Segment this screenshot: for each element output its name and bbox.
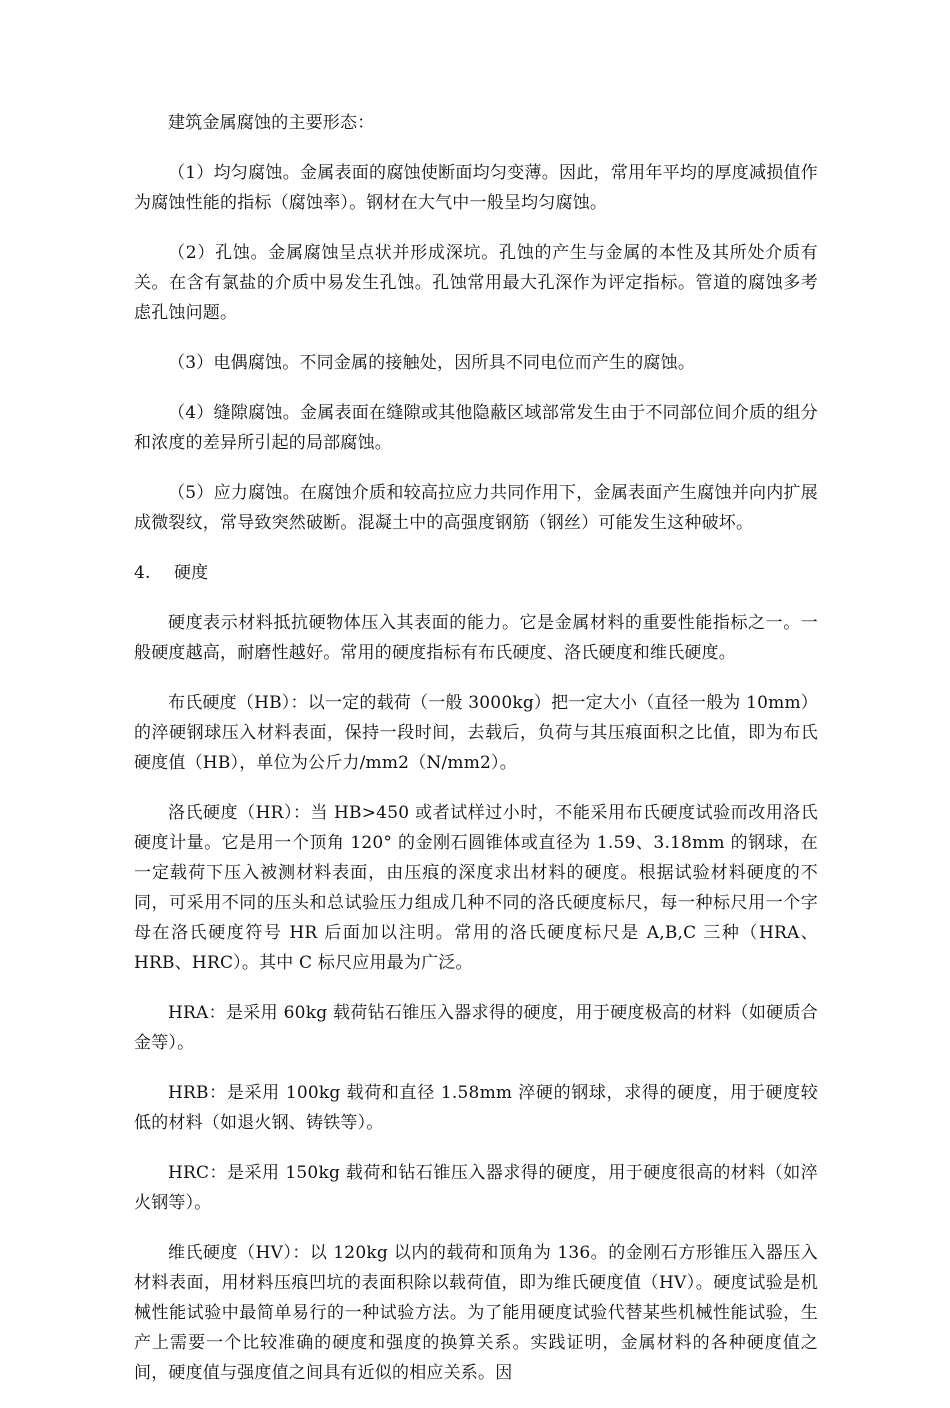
document-body (134, 108, 818, 1408)
section-number: 4. (134, 563, 151, 583)
brinell-paragraph: 布氏硬度（HB）：以一定的载荷（一般 3000kg）把一定大小（直径一般为 10mm）的淬硬钢球压入材料表面，保持一段时间，去载后，负荷与其压痕面积之比值，即为布氏硬度值（HB），单位为公斤力/mm2（N/mm2）。 (134, 693, 818, 773)
corrosion-galvanic-paragraph: （3）电偶腐蚀。不同金属的接触处，因所具不同电位而产生的腐蚀。 (168, 353, 696, 373)
corrosion-crevice-paragraph: （4）缝隙腐蚀。金属表面在缝隙或其他隐蔽区域部常发生由于不同部位间介质的组分和浓度的差异所引起的局部腐蚀。 (134, 403, 818, 453)
vickers-paragraph: 维氏硬度（HV）：以 120kg 以内的载荷和顶角为 136。的金刚石方形锥压入器压入材料表面，用材料压痕凹坑的表面积除以载荷值，即为维氏硬度值（HV）。硬度试验是机械性能试验中最简单易行的一种试验方法。为了能用硬度试验代替某些机械性能试验，生产上需要一个比较准确的硬度和强度的换算关系。实践证明，金属材料的各种硬度值之间，硬度值与强度值之间具有近似的相应关系。因 (134, 1243, 818, 1383)
corrosion-pitting-paragraph: （2）孔蚀。金属腐蚀呈点状并形成深坑。孔蚀的产生与金属的本性及其所处介质有关。在含有氯盐的介质中易发生孔蚀。孔蚀常用最大孔深作为评定指标。管道的腐蚀多考虑孔蚀问题。 (134, 243, 818, 323)
hra-paragraph: HRA：是采用 60kg 载荷钻石锥压入器求得的硬度，用于硬度极高的材料（如硬质合金等）。 (134, 1003, 818, 1053)
corrosion-uniform-paragraph: （1）均匀腐蚀。金属表面的腐蚀使断面均匀变薄。因此，常用年平均的厚度减损值作为腐蚀性能的指标（腐蚀率）。钢材在大气中一般呈均匀腐蚀。 (134, 163, 818, 213)
hrc-paragraph: HRC：是采用 150kg 载荷和钻石锥压入器求得的硬度，用于硬度很高的材料（如淬火钢等）。 (134, 1163, 818, 1213)
section-title: 硬度 (174, 563, 209, 583)
section-heading (134, 558, 818, 588)
intro-paragraph: 建筑金属腐蚀的主要形态： (168, 113, 375, 133)
hardness-intro-paragraph: 硬度表示材料抵抗硬物体压入其表面的能力。它是金属材料的重要性能指标之一。一般硬度越高，耐磨性越好。常用的硬度指标有布氏硬度、洛氏硬度和维氏硬度。 (134, 613, 818, 663)
corrosion-stress-paragraph: （5）应力腐蚀。在腐蚀介质和较高拉应力共同作用下，金属表面产生腐蚀并向内扩展成微裂纹，常导致突然破断。混凝土中的高强度钢筋（钢丝）可能发生这种破坏。 (134, 483, 818, 533)
hrb-paragraph: HRB：是采用 100kg 载荷和直径 1.58mm 淬硬的钢球，求得的硬度，用于硬度较低的材料（如退火钢、铸铁等）。 (134, 1083, 818, 1133)
rockwell-paragraph: 洛氏硬度（HR）：当 HB>450 或者试样过小时，不能采用布氏硬度试验而改用洛氏硬度计量。它是用一个顶角 120° 的金刚石圆锥体或直径为 1.59、3.18mm 的钢球，在一定载荷下压入被测材料表面，由压痕的深度求出材料的硬度。根据试验材料硬度的不同，可采用不同的压头和总试验压力组成几种不同的洛氏硬度标尺，每一种标尺用一个字母在洛氏硬度符号 HR 后面加以注明。常用的洛氏硬度标尺是 A,B,C 三种（HRA、HRB、HRC）。其中 C 标尺应用最为广泛。 (134, 803, 818, 973)
